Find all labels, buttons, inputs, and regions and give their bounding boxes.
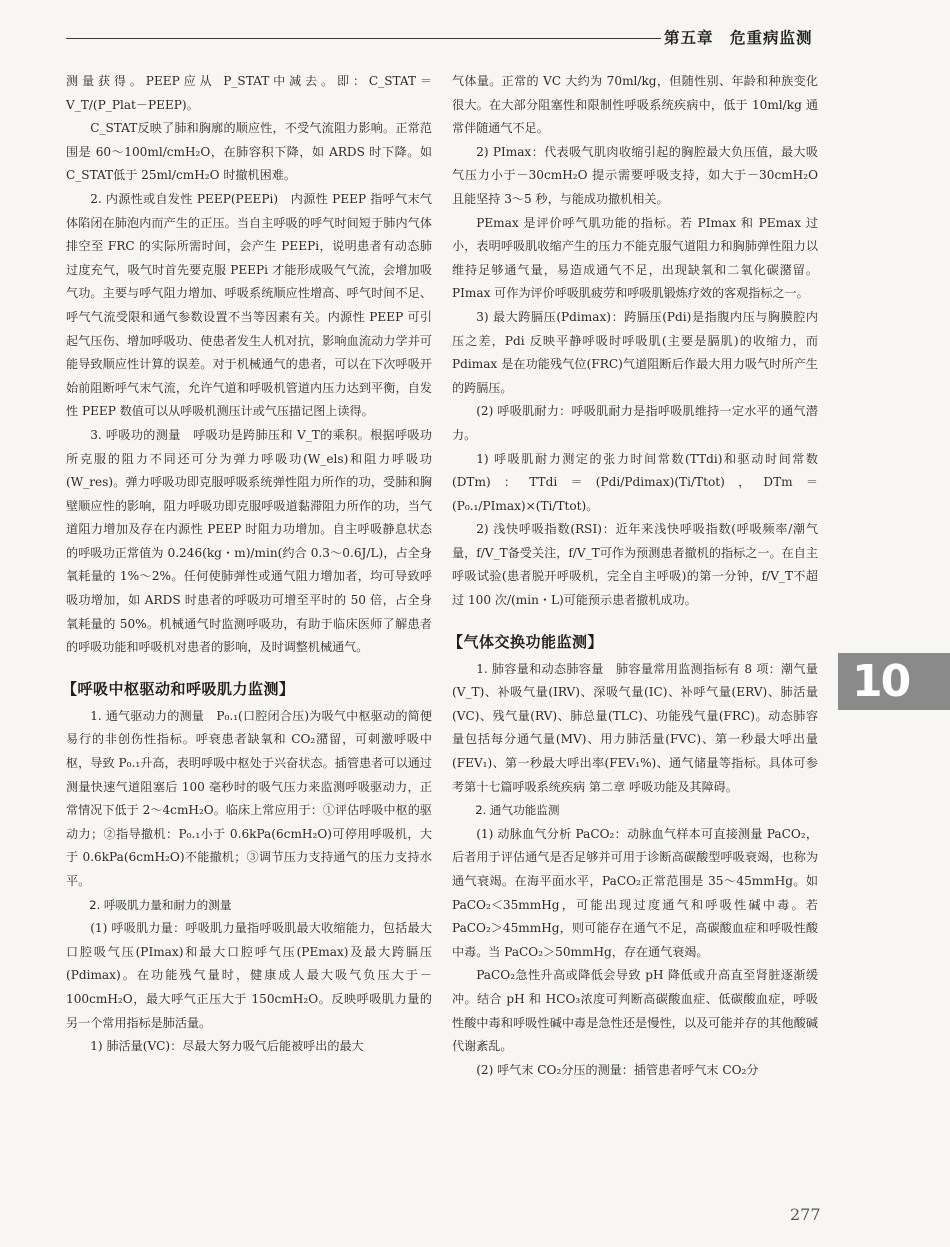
paragraph: 2) PImax：代表吸气肌肉收缩引起的胸腔最大负压值，最大吸气压力小于－30cmH₂O 提示需要呼吸支持，如大于－30cmH₂O 且能坚持 3～5 秒，与能成功撤机相关。 xyxy=(452,144,818,206)
paragraph: 测量获得。PEEP应从 P_STAT中减去。即：C_STAT＝V_T/(P_Plat－PEEP)。 xyxy=(66,74,432,112)
paragraph: C_STAT反映了肺和胸廓的顺应性，不受气流阻力影响。正常范围是 60～100ml/cmH₂O，在肺容积下降，如 ARDS 时下降。如 C_STAT低于 25ml/cmH₂O 时撤机困难。 xyxy=(66,121,432,183)
paragraph: 1. 肺容量和动态肺容量 肺容量常用监测指标有 8 项：潮气量(V_T)、补吸气量(IRV)、深吸气量(IC)、补呼气量(ERV)、肺活量(VC)、残气量(RV)、肺总量(TLC)、功能残气量(FRC)。动态肺容量包括每分通气量(MV)、用力肺活量(FVC)、第一秒最大呼出量(FEV₁)、第一秒最大呼出率(FEV₁%)、通气储量等指标。具体可参考第十七篇呼吸系统疾病 第二章 呼吸功能及其障碍。 xyxy=(452,661,818,794)
chapter-title: 第五章 危重病监测 xyxy=(664,29,813,47)
section-heading: 【气体交换功能监测】 xyxy=(448,632,604,651)
paragraph: (2) 呼气末 CO₂分压的测量：插管患者呼气末 CO₂分 xyxy=(476,1062,759,1077)
header-rule xyxy=(66,38,661,39)
subsection-heading: 2. 通气功能监测 xyxy=(475,803,560,818)
paragraph: 1. 通气驱动力的测量 P₀.₁(口腔闭合压)为吸气中枢驱动的简便易行的非创伤性指标。呼衰患者缺氧和 CO₂潴留，可刺激呼吸中枢，导致 P₀.₁升高，表明呼吸中枢处于兴奋状态。插管患者可以通过测量快速气道阻塞后 100 毫秒时的吸气压力来监测呼吸驱动力，正常情况下低于 2～4cmH₂O。临床上常应用于：①评估呼吸中枢的驱动力；②指导撤机：P₀.₁小于 0.6kPa(6cmH₂O)可停用呼吸机，大于 0.6kPa(6cmH₂O)不能撤机；③调节压力支持通气的压力支持水平。 xyxy=(66,708,432,888)
right-column xyxy=(448,70,818,1082)
paragraph: 3. 呼吸功的测量 呼吸功是跨肺压和 V_T的乘积。根据呼吸功所克服的阻力不同还可分为弹力呼吸功(W_els)和阻力呼吸功(W_res)。弹力呼吸功即克服呼吸系统弹性阻力所作的功，受肺和胸壁顺应性的影响，阻力呼吸功即克服呼吸道黏滞阻力所作的功，当气道阻力增加及存在内源性 PEEP 时阻力功增加。自主呼吸静息状态的呼吸功正常值为 0.246(kg・m)/min(约合 0.3～0.6J/L)，占全身氧耗量的 1%～2%。任何使肺弹性或通气阻力增加者，均可导致呼吸功增加，如 ARDS 时患者的呼吸功可增至平时的 50 倍，占全身氧耗量的 50%。机械通气时监测呼吸功，有助于临床医师了解患者的呼吸功能和呼吸机对患者的影响，及时调整机械通气。 xyxy=(66,427,432,655)
subsection-heading: 2. 呼吸肌力量和耐力的测量 xyxy=(89,897,232,912)
paragraph: (1) 呼吸肌力量：呼吸肌力量指呼吸肌最大收缩能力，包括最大口腔吸气压(PImax)和最大口腔呼气压(PEmax)及最大跨膈压(Pdimax)。在功能残气量时，健康成人最大吸气负压大于－100cmH₂O，最大呼气正压大于 150cmH₂O。反映呼吸肌力量的另一个常用指标是肺活量。 xyxy=(66,921,432,1030)
paragraph: 2. 内源性或自发性 PEEP(PEEPi) 内源性 PEEP 指呼气末气体陷闭在肺泡内而产生的正压。当自主呼吸的呼气时间短于肺内气体排空至 FRC 的实际所需时间，会产生 PEEPi，说明患者有动态肺过度充气，吸气时首先要克服 PEEPi 才能形成吸气气流，会增加吸气功。主要与呼气阻力增加、呼吸系统顺应性增高、呼气时间不足、呼气气流受限和通气参数设置不当等因素有关。内源性 PEEP 可引起气压伤、增加呼吸功、使患者发生人机对抗，影响血流动力学并可能导致顺应性计算的误差。对于机械通气的患者，可以在下次呼吸开始前阻断呼气末气流，允许气道和呼吸机管道内压力达到平衡，自发性 PEEP 数值可以从呼吸机测压计或气压描记图上读得。 xyxy=(66,191,432,419)
paragraph: PEmax 是评价呼气肌功能的指标。若 PImax 和 PEmax 过小，表明呼吸肌收缩产生的压力不能克服气道阻力和胸肺弹性阻力以维持足够通气量，易造成通气不足，出现缺氧和二氧化碳潴留。PImax 可作为评价呼吸肌疲劳和呼吸肌锻炼疗效的客观指标之一。 xyxy=(452,215,818,301)
left-column xyxy=(62,70,432,1059)
chapter-tab: 10 xyxy=(838,653,950,710)
paragraph: 3) 最大跨膈压(Pdimax)：跨膈压(Pdi)是指腹内压与胸膜腔内压之差，Pdi 反映平静呼吸时呼吸肌(主要是膈肌)的收缩力，而 Pdimax 是在功能残气位(FRC)气道阻断后作最大用力吸气时所产生的跨膈压。 xyxy=(452,309,818,395)
paragraph: 1) 呼吸肌耐力测定的张力时间常数(TTdi)和驱动时间常数(DTm)：TTdi＝(Pdi/Pdimax)(Ti/Ttot)，DTm＝(P₀.₁/PImax)×(Ti/Ttot)。 xyxy=(452,451,818,513)
paragraph: 气体量。正常的 VC 大约为 70ml/kg，但随性别、年龄和种族变化很大。在大部分阻塞性和限制性呼吸系统疾病中，低于 10ml/kg 通常伴随通气不足。 xyxy=(452,74,818,136)
page-number: 277 xyxy=(790,1205,821,1224)
paragraph: PaCO₂急性升高或降低会导致 pH 降低或升高直至肾脏逐渐缓冲。结合 pH 和 HCO₃浓度可判断高碳酸血症、低碳酸血症，呼吸性酸中毒和呼吸性碱中毒是急性还是慢性，以及可能并存的其他酸碱代谢紊乱。 xyxy=(452,968,818,1054)
section-heading: 【呼吸中枢驱动和呼吸肌力监测】 xyxy=(62,679,295,698)
paragraph: 2) 浅快呼吸指数(RSI)：近年来浅快呼吸指数(呼吸频率/潮气量，f/V_T备受关注，f/V_T可作为预测患者撤机的指标之一。在自主呼吸试验(患者脱开呼吸机，完全自主呼吸)的第一分钟，f/V_T不超过 100 次/(min・L)可能预示患者撤机成功。 xyxy=(452,522,818,608)
paragraph: (2) 呼吸肌耐力：呼吸肌耐力是指呼吸肌维持一定水平的通气潜力。 xyxy=(452,404,818,442)
paragraph: 1) 肺活量(VC)：尽最大努力吸气后能被呼出的最大 xyxy=(90,1039,364,1054)
paragraph: (1) 动脉血气分析 PaCO₂：动脉血气样本可直接测量 PaCO₂，后者用于评估通气是否足够并可用于诊断高碳酸型呼吸衰竭，也称为通气衰竭。在海平面水平，PaCO₂正常范围是 35～45mmHg。如 PaCO₂＜35mmHg，可能出现过度通气和呼吸性碱中毒。若 PaCO₂＞45mmHg，则可能存在通气不足，高碳酸血症和呼吸性酸中毒。当 PaCO₂＞50mmHg，存在通气衰竭。 xyxy=(452,826,818,959)
